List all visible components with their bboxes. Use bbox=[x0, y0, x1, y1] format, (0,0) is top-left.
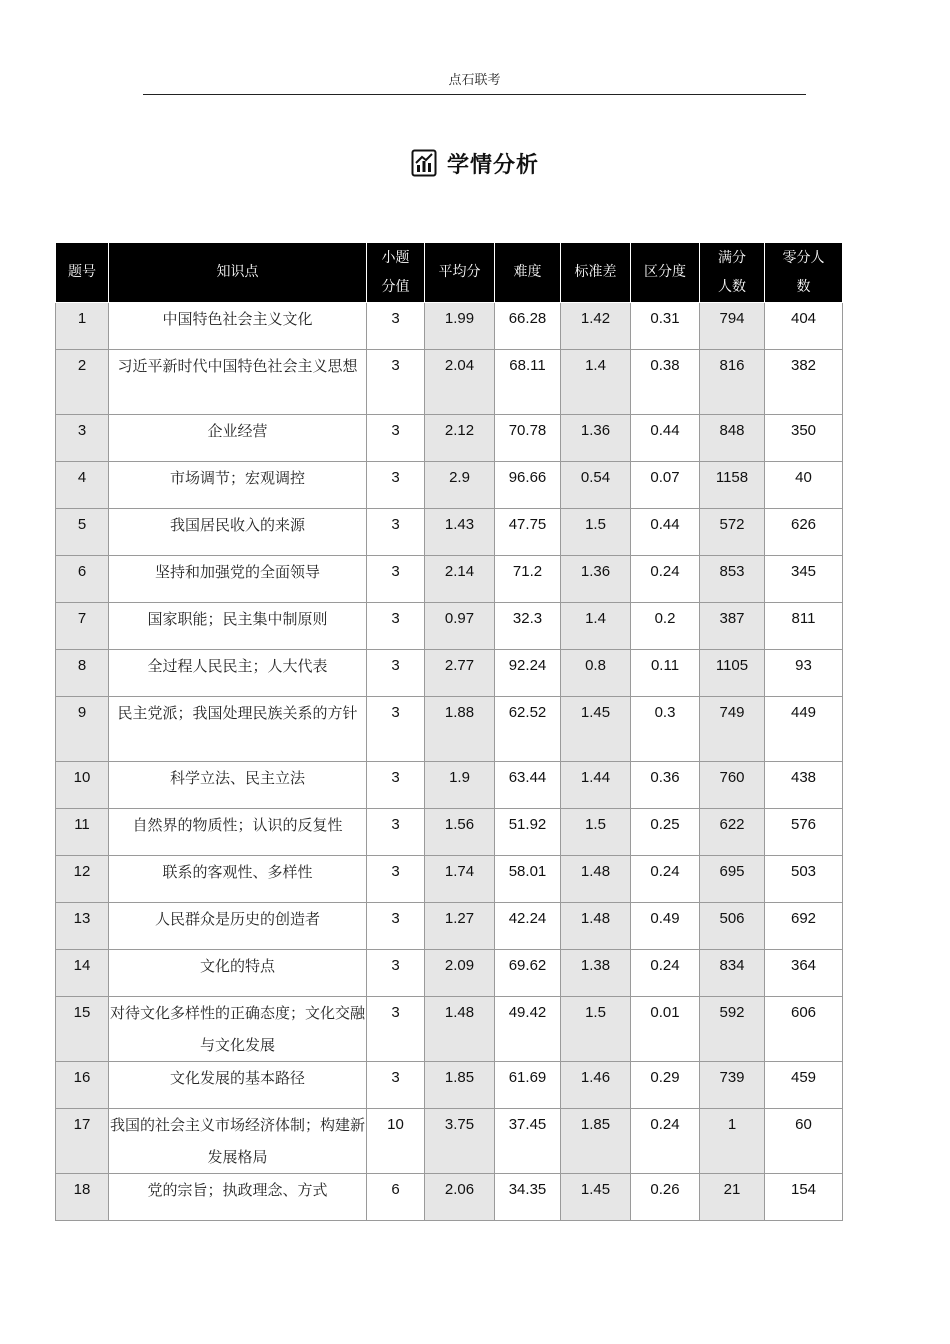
col-header-difficulty: 难度 bbox=[495, 243, 561, 303]
cell-discrimination: 0.44 bbox=[631, 415, 700, 462]
cell-stddev: 1.42 bbox=[561, 303, 631, 350]
cell-full-count: 848 bbox=[700, 415, 765, 462]
cell-qno: 15 bbox=[56, 997, 109, 1062]
cell-zero-count: 811 bbox=[765, 603, 843, 650]
cell-discrimination: 0.01 bbox=[631, 997, 700, 1062]
cell-average: 1.27 bbox=[425, 903, 495, 950]
cell-qno: 8 bbox=[56, 650, 109, 697]
cell-full-count: 749 bbox=[700, 697, 765, 762]
cell-zero-count: 350 bbox=[765, 415, 843, 462]
cell-score: 3 bbox=[367, 809, 425, 856]
cell-zero-count: 404 bbox=[765, 303, 843, 350]
cell-knowledge: 党的宗旨；执政理念、方式 bbox=[109, 1174, 367, 1221]
cell-full-count: 739 bbox=[700, 1062, 765, 1109]
analysis-table bbox=[55, 242, 843, 1221]
cell-full-count: 1158 bbox=[700, 462, 765, 509]
cell-knowledge: 民主党派；我国处理民族关系的方针 bbox=[109, 697, 367, 762]
page-title bbox=[0, 145, 950, 181]
table-row bbox=[56, 303, 843, 350]
cell-difficulty: 96.66 bbox=[495, 462, 561, 509]
cell-average: 1.9 bbox=[425, 762, 495, 809]
cell-score: 3 bbox=[367, 650, 425, 697]
cell-discrimination: 0.07 bbox=[631, 462, 700, 509]
cell-difficulty: 62.52 bbox=[495, 697, 561, 762]
cell-stddev: 1.48 bbox=[561, 856, 631, 903]
cell-qno: 6 bbox=[56, 556, 109, 603]
col-header-average: 平均分 bbox=[425, 243, 495, 303]
cell-qno: 1 bbox=[56, 303, 109, 350]
cell-score: 3 bbox=[367, 509, 425, 556]
cell-average: 1.56 bbox=[425, 809, 495, 856]
cell-stddev: 0.8 bbox=[561, 650, 631, 697]
table-row bbox=[56, 697, 843, 762]
cell-knowledge: 对待文化多样性的正确态度；文化交融与文化发展 bbox=[109, 997, 367, 1062]
cell-discrimination: 0.24 bbox=[631, 556, 700, 603]
cell-score: 3 bbox=[367, 415, 425, 462]
title-text: 学情分析 bbox=[446, 152, 539, 178]
cell-knowledge: 企业经营 bbox=[109, 415, 367, 462]
cell-stddev: 0.54 bbox=[561, 462, 631, 509]
table-row bbox=[56, 997, 843, 1062]
cell-difficulty: 61.69 bbox=[495, 1062, 561, 1109]
cell-average: 1.85 bbox=[425, 1062, 495, 1109]
cell-knowledge: 坚持和加强党的全面领导 bbox=[109, 556, 367, 603]
cell-full-count: 506 bbox=[700, 903, 765, 950]
cell-average: 2.09 bbox=[425, 950, 495, 997]
cell-knowledge: 科学立法、民主立法 bbox=[109, 762, 367, 809]
cell-knowledge: 我国居民收入的来源 bbox=[109, 509, 367, 556]
cell-average: 1.99 bbox=[425, 303, 495, 350]
cell-discrimination: 0.36 bbox=[631, 762, 700, 809]
cell-knowledge: 我国的社会主义市场经济体制；构建新发展格局 bbox=[109, 1109, 367, 1174]
cell-difficulty: 51.92 bbox=[495, 809, 561, 856]
table-row bbox=[56, 1174, 843, 1221]
cell-difficulty: 69.62 bbox=[495, 950, 561, 997]
cell-difficulty: 71.2 bbox=[495, 556, 561, 603]
table-header-row bbox=[56, 243, 843, 303]
cell-knowledge: 市场调节；宏观调控 bbox=[109, 462, 367, 509]
cell-full-count: 592 bbox=[700, 997, 765, 1062]
cell-stddev: 1.45 bbox=[561, 697, 631, 762]
cell-score: 3 bbox=[367, 350, 425, 415]
cell-difficulty: 47.75 bbox=[495, 509, 561, 556]
cell-zero-count: 576 bbox=[765, 809, 843, 856]
cell-qno: 2 bbox=[56, 350, 109, 415]
col-header-score: 小题 分值 bbox=[367, 243, 425, 303]
cell-zero-count: 606 bbox=[765, 997, 843, 1062]
cell-discrimination: 0.44 bbox=[631, 509, 700, 556]
cell-score: 3 bbox=[367, 762, 425, 809]
cell-stddev: 1.44 bbox=[561, 762, 631, 809]
cell-discrimination: 0.29 bbox=[631, 1062, 700, 1109]
cell-full-count: 794 bbox=[700, 303, 765, 350]
cell-stddev: 1.46 bbox=[561, 1062, 631, 1109]
cell-stddev: 1.36 bbox=[561, 415, 631, 462]
cell-qno: 17 bbox=[56, 1109, 109, 1174]
cell-discrimination: 0.2 bbox=[631, 603, 700, 650]
table-row bbox=[56, 415, 843, 462]
cell-difficulty: 32.3 bbox=[495, 603, 561, 650]
cell-full-count: 695 bbox=[700, 856, 765, 903]
col-header-zero-count: 零分人 数 bbox=[765, 243, 843, 303]
cell-discrimination: 0.11 bbox=[631, 650, 700, 697]
cell-zero-count: 626 bbox=[765, 509, 843, 556]
cell-average: 2.04 bbox=[425, 350, 495, 415]
cell-average: 2.12 bbox=[425, 415, 495, 462]
cell-discrimination: 0.38 bbox=[631, 350, 700, 415]
cell-zero-count: 503 bbox=[765, 856, 843, 903]
cell-zero-count: 40 bbox=[765, 462, 843, 509]
table-row bbox=[56, 1062, 843, 1109]
cell-full-count: 760 bbox=[700, 762, 765, 809]
cell-difficulty: 34.35 bbox=[495, 1174, 561, 1221]
cell-qno: 3 bbox=[56, 415, 109, 462]
cell-knowledge: 联系的客观性、多样性 bbox=[109, 856, 367, 903]
table-row bbox=[56, 809, 843, 856]
cell-qno: 10 bbox=[56, 762, 109, 809]
cell-average: 1.43 bbox=[425, 509, 495, 556]
cell-full-count: 1105 bbox=[700, 650, 765, 697]
cell-qno: 13 bbox=[56, 903, 109, 950]
cell-difficulty: 42.24 bbox=[495, 903, 561, 950]
table-row bbox=[56, 856, 843, 903]
cell-difficulty: 37.45 bbox=[495, 1109, 561, 1174]
cell-discrimination: 0.26 bbox=[631, 1174, 700, 1221]
table-row bbox=[56, 462, 843, 509]
cell-zero-count: 382 bbox=[765, 350, 843, 415]
cell-stddev: 1.4 bbox=[561, 603, 631, 650]
cell-zero-count: 345 bbox=[765, 556, 843, 603]
cell-score: 10 bbox=[367, 1109, 425, 1174]
cell-average: 1.48 bbox=[425, 997, 495, 1062]
cell-zero-count: 459 bbox=[765, 1062, 843, 1109]
cell-discrimination: 0.49 bbox=[631, 903, 700, 950]
table-row bbox=[56, 950, 843, 997]
table-row bbox=[56, 603, 843, 650]
cell-knowledge: 文化的特点 bbox=[109, 950, 367, 997]
table-body bbox=[56, 303, 843, 1221]
cell-stddev: 1.5 bbox=[561, 509, 631, 556]
cell-discrimination: 0.24 bbox=[631, 1109, 700, 1174]
col-header-full-count: 满分 人数 bbox=[700, 243, 765, 303]
cell-score: 6 bbox=[367, 1174, 425, 1221]
cell-full-count: 853 bbox=[700, 556, 765, 603]
cell-average: 0.97 bbox=[425, 603, 495, 650]
header-text: 点石联考 bbox=[448, 73, 501, 88]
cell-discrimination: 0.25 bbox=[631, 809, 700, 856]
col-header-qno: 题号 bbox=[56, 243, 109, 303]
cell-stddev: 1.38 bbox=[561, 950, 631, 997]
cell-qno: 14 bbox=[56, 950, 109, 997]
cell-score: 3 bbox=[367, 697, 425, 762]
cell-discrimination: 0.24 bbox=[631, 856, 700, 903]
cell-qno: 7 bbox=[56, 603, 109, 650]
cell-score: 3 bbox=[367, 950, 425, 997]
cell-qno: 12 bbox=[56, 856, 109, 903]
cell-qno: 5 bbox=[56, 509, 109, 556]
page-header bbox=[143, 68, 806, 95]
cell-score: 3 bbox=[367, 997, 425, 1062]
cell-score: 3 bbox=[367, 603, 425, 650]
cell-stddev: 1.45 bbox=[561, 1174, 631, 1221]
cell-discrimination: 0.31 bbox=[631, 303, 700, 350]
cell-knowledge: 全过程人民民主；人大代表 bbox=[109, 650, 367, 697]
cell-zero-count: 692 bbox=[765, 903, 843, 950]
table-row bbox=[56, 1109, 843, 1174]
col-header-knowledge: 知识点 bbox=[109, 243, 367, 303]
table-row bbox=[56, 556, 843, 603]
cell-discrimination: 0.3 bbox=[631, 697, 700, 762]
cell-knowledge: 中国特色社会主义文化 bbox=[109, 303, 367, 350]
cell-difficulty: 58.01 bbox=[495, 856, 561, 903]
cell-difficulty: 49.42 bbox=[495, 997, 561, 1062]
cell-qno: 9 bbox=[56, 697, 109, 762]
cell-score: 3 bbox=[367, 1062, 425, 1109]
cell-qno: 18 bbox=[56, 1174, 109, 1221]
cell-knowledge: 自然界的物质性；认识的反复性 bbox=[109, 809, 367, 856]
cell-average: 3.75 bbox=[425, 1109, 495, 1174]
cell-score: 3 bbox=[367, 903, 425, 950]
table-row bbox=[56, 903, 843, 950]
cell-difficulty: 92.24 bbox=[495, 650, 561, 697]
cell-full-count: 816 bbox=[700, 350, 765, 415]
cell-qno: 11 bbox=[56, 809, 109, 856]
cell-knowledge: 国家职能；民主集中制原则 bbox=[109, 603, 367, 650]
cell-score: 3 bbox=[367, 303, 425, 350]
cell-full-count: 21 bbox=[700, 1174, 765, 1221]
cell-qno: 16 bbox=[56, 1062, 109, 1109]
cell-stddev: 1.5 bbox=[561, 809, 631, 856]
cell-average: 2.9 bbox=[425, 462, 495, 509]
cell-knowledge: 习近平新时代中国特色社会主义思想 bbox=[109, 350, 367, 415]
cell-discrimination: 0.24 bbox=[631, 950, 700, 997]
cell-score: 3 bbox=[367, 856, 425, 903]
table-row bbox=[56, 509, 843, 556]
cell-average: 1.74 bbox=[425, 856, 495, 903]
cell-stddev: 1.85 bbox=[561, 1109, 631, 1174]
col-header-stddev: 标准差 bbox=[561, 243, 631, 303]
cell-full-count: 622 bbox=[700, 809, 765, 856]
cell-full-count: 387 bbox=[700, 603, 765, 650]
cell-score: 3 bbox=[367, 462, 425, 509]
cell-stddev: 1.36 bbox=[561, 556, 631, 603]
table-row bbox=[56, 350, 843, 415]
cell-full-count: 834 bbox=[700, 950, 765, 997]
cell-stddev: 1.5 bbox=[561, 997, 631, 1062]
cell-difficulty: 63.44 bbox=[495, 762, 561, 809]
cell-stddev: 1.48 bbox=[561, 903, 631, 950]
cell-zero-count: 364 bbox=[765, 950, 843, 997]
cell-zero-count: 449 bbox=[765, 697, 843, 762]
cell-difficulty: 68.11 bbox=[495, 350, 561, 415]
cell-knowledge: 人民群众是历史的创造者 bbox=[109, 903, 367, 950]
cell-qno: 4 bbox=[56, 462, 109, 509]
cell-average: 2.77 bbox=[425, 650, 495, 697]
cell-full-count: 572 bbox=[700, 509, 765, 556]
cell-knowledge: 文化发展的基本路径 bbox=[109, 1062, 367, 1109]
cell-average: 2.14 bbox=[425, 556, 495, 603]
table-row bbox=[56, 762, 843, 809]
cell-average: 1.88 bbox=[425, 697, 495, 762]
cell-zero-count: 154 bbox=[765, 1174, 843, 1221]
cell-difficulty: 66.28 bbox=[495, 303, 561, 350]
cell-average: 2.06 bbox=[425, 1174, 495, 1221]
cell-score: 3 bbox=[367, 556, 425, 603]
cell-difficulty: 70.78 bbox=[495, 415, 561, 462]
chart-icon bbox=[411, 149, 437, 177]
table-row bbox=[56, 650, 843, 697]
cell-zero-count: 438 bbox=[765, 762, 843, 809]
cell-full-count: 1 bbox=[700, 1109, 765, 1174]
cell-stddev: 1.4 bbox=[561, 350, 631, 415]
cell-zero-count: 60 bbox=[765, 1109, 843, 1174]
col-header-discrimination: 区分度 bbox=[631, 243, 700, 303]
cell-zero-count: 93 bbox=[765, 650, 843, 697]
